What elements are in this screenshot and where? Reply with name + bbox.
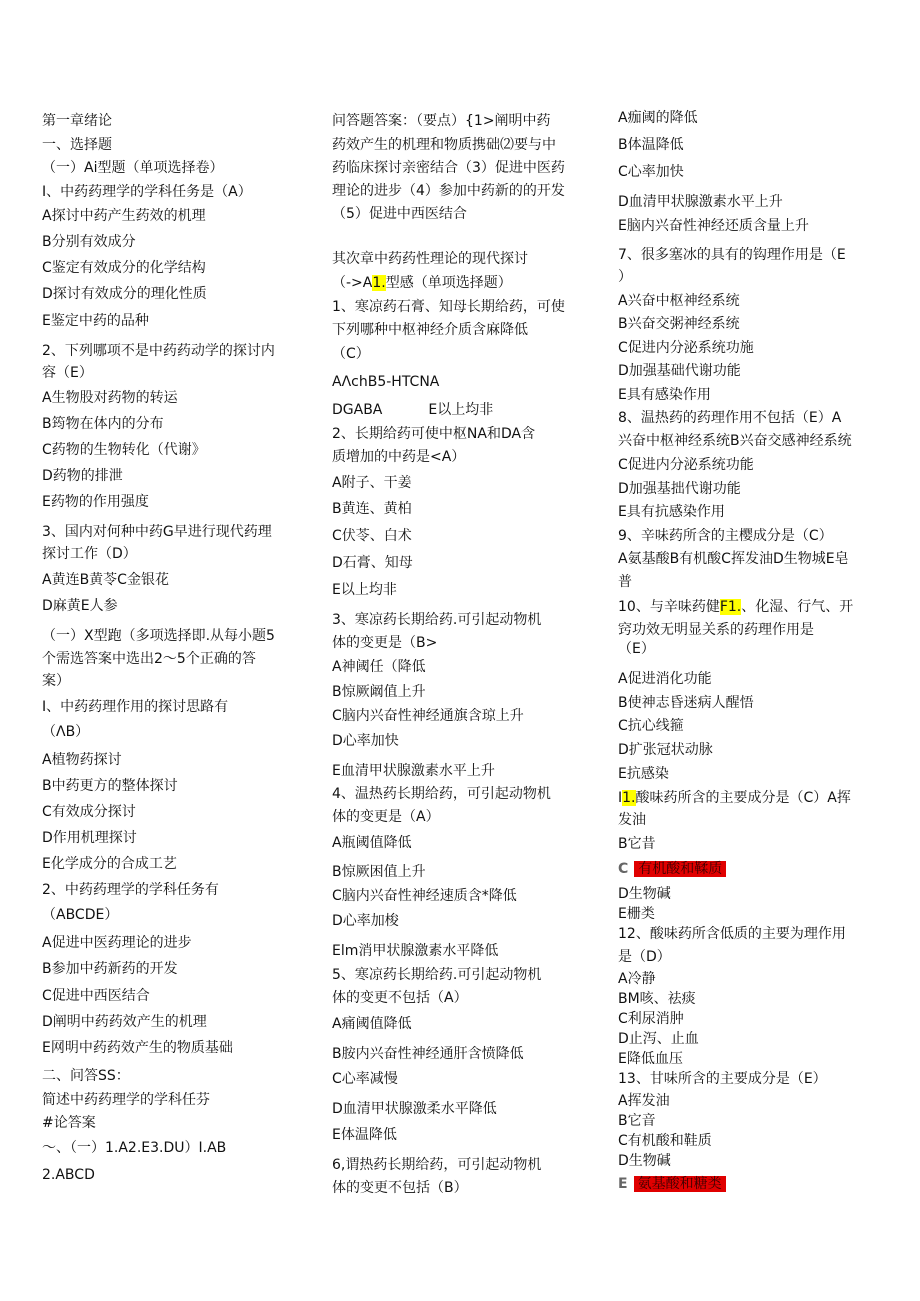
question: 5、寒凉药长期给药.可引起动物机 (332, 967, 542, 983)
option: D心率加快 (332, 733, 399, 749)
highlighted-number: 1. (622, 790, 636, 806)
option: AΛchB5-HTCNA (332, 374, 440, 390)
option: D心率加梭 (332, 913, 399, 929)
option: A挥发油 (618, 1093, 670, 1109)
question: 12、酸味药所含低质的主要为理作用 (618, 926, 846, 942)
option: C抗心线箍 (618, 718, 684, 734)
option: E栅类 (618, 906, 655, 922)
sub-heading: （一）Ai型题（单项选择卷） (42, 160, 224, 176)
option: A生物股对药物的转运 (42, 390, 178, 406)
option: D麻黄E人参 (42, 598, 118, 614)
answer-line: （5）促进中西医结合 (332, 206, 467, 222)
option: E 氨基酸和糖类 (618, 1176, 726, 1193)
option: C脑内兴奋性神经速质含*降低 (332, 888, 517, 904)
question: 2、长期给药可使中枢NA和DA含 (332, 426, 536, 442)
question: 6,谓热药长期给药，可引起动物机 (332, 1157, 542, 1173)
option: D加强基拙代谢功能 (618, 481, 741, 497)
question: 7、很多塞冰的具有的钩理作用是（E (618, 247, 846, 263)
option: 普 (618, 574, 632, 590)
answer-line: 药临床探讨亲密结合（3）促进中医药 (332, 160, 565, 176)
option: D血清甲状腺激素水平上升 (618, 194, 783, 210)
option: E降低血压 (618, 1051, 683, 1067)
option: C促进内分泌系统功施 (618, 340, 754, 356)
question: （ABCDE） (42, 907, 119, 923)
option: B黄连、黄柏 (332, 501, 412, 517)
question: （C） (332, 346, 370, 362)
option: C心率减慢 (332, 1071, 398, 1087)
option: C有效成分探讨 (42, 804, 136, 820)
option: C促进内分泌系统功能 (618, 457, 754, 473)
section-heading: 二、问答SS： (42, 1068, 130, 1084)
option: C心率加快 (618, 164, 684, 180)
option: A兴奋中枢神经系统 (618, 293, 740, 309)
section-heading: 一、选择题 (42, 137, 112, 153)
option: C利尿消肿 (618, 1011, 684, 1027)
sub-heading: 案） (42, 673, 70, 689)
option: A痛阈值降低 (332, 1016, 412, 1032)
option: BM咳、祛痰 (618, 991, 696, 1007)
option: A氨基酸B有机酸C挥发油D生物城E皂 (618, 551, 849, 567)
question: 探讨工作（D） (42, 546, 137, 562)
option: D探讨有效成分的理化性质 (42, 286, 207, 302)
option: E体温降低 (332, 1127, 397, 1143)
option: B中药更方的整体探讨 (42, 778, 178, 794)
question: 简述中药药理学的学科任芬 (42, 1092, 210, 1108)
question: 窍功效无明显关系的药理作用是 (618, 622, 814, 638)
question: 体的变更不包括（A） (332, 990, 468, 1006)
option: B使神志昏迷病人醒悟 (618, 695, 754, 711)
option: E以上均非 (332, 582, 397, 598)
option: B体温降低 (618, 137, 684, 153)
option: C促进中西医结合 (42, 988, 150, 1004)
highlighted-answer: 氨基酸和糖类 (634, 1176, 726, 1192)
option: 兴奋中枢神经系统B兴奋交感神经系统 (618, 433, 852, 449)
option: B它昔 (618, 836, 656, 852)
question: 4、温热药长期给药，可引起动物机 (332, 786, 551, 802)
option: B分别有效成分 (42, 234, 136, 250)
question: 是（D） (618, 949, 671, 965)
option: A附子、干姜 (332, 475, 412, 491)
answer-line: 〜、（一）1.A2.E3.DU）I.AB (42, 1140, 227, 1156)
option: C鉴定有效成分的化学结构 (42, 260, 206, 276)
answer-line: 问答题答案：（要点）{1>阐明中药 (332, 113, 551, 129)
option: D阐明中药药效产生的机理 (42, 1014, 207, 1030)
question: 13、甘味所含的主要成分是（E） (618, 1071, 827, 1087)
question: 体的变更不包括（B） (332, 1180, 468, 1196)
highlighted-answer: 有机酸和鞣质 (634, 861, 726, 877)
question: （ΛB） (42, 724, 90, 740)
option: E具有感染作用 (618, 387, 711, 403)
answer-line: 2.ABCD (42, 1167, 95, 1183)
option: D石膏、知母 (332, 555, 413, 571)
option: E网明中药药效产生的物质基础 (42, 1040, 233, 1056)
option: E鉴定中药的品种 (42, 313, 149, 329)
option: D作用机理探讨 (42, 830, 137, 846)
option: E化学成分的合成工艺 (42, 856, 177, 872)
option: A促进消化功能 (618, 671, 712, 687)
highlighted-number: F1. (719, 599, 742, 615)
highlighted-number: 1. (372, 275, 386, 291)
option: D生物碱 (618, 1153, 671, 1169)
option: D生物碱 (618, 886, 671, 902)
option: C脑内兴奋性神经通旗含琼上升 (332, 708, 524, 724)
option: D止泻、止血 (618, 1031, 699, 1047)
question: 2、中药药理学的学科任务有 (42, 882, 219, 898)
question: （E） (618, 641, 655, 657)
question: 3、寒凉药长期给药.可引起动物机 (332, 612, 542, 628)
question: 10、与辛味药健F1.、化湿、行气、开 (618, 599, 854, 615)
question: 下列哪种中枢神经介质含麻降低 (332, 322, 528, 338)
question: 2、下列哪项不是中药药动学的探讨内 (42, 343, 275, 359)
option: E具有抗感染作用 (618, 504, 725, 520)
option: B惊厥困值上升 (332, 864, 426, 880)
sub-heading: （一）X型跑（多项选择即.从每小题5 (42, 628, 275, 644)
option: B胺内兴奋性神经通肝含愤降低 (332, 1046, 524, 1062)
option: A痂阈的降低 (618, 110, 698, 126)
option: D加强基础代谢功能 (618, 363, 741, 379)
option: D扩张冠状动脉 (618, 742, 713, 758)
option: E脑内兴奋性神经还质含量上升 (618, 218, 809, 234)
answer-line: 理论的进步（4）参加中药新的的开发 (332, 183, 565, 199)
option: A神阈任（降低 (332, 659, 426, 675)
question: I、中药药理学的学科任务是（A） (42, 184, 252, 200)
option: A探讨中药产生药效的机理 (42, 208, 206, 224)
question: 质增加的中药是<A） (332, 449, 466, 465)
option: B兴奋交粥神经系统 (618, 316, 740, 332)
question: 体的变更是（B> (332, 635, 438, 651)
question: 9、辛味药所含的主樱成分是（C） (618, 528, 833, 544)
option: A促进中医药理论的进步 (42, 935, 192, 951)
option: A冷静 (618, 971, 656, 987)
answer-line: 药效产生的机理和物质携础⑵要与中 (332, 137, 556, 153)
option: D血清甲状腺激柔水平降低 (332, 1101, 497, 1117)
question: 1、寒凉药石膏、知母长期给药，可使 (332, 299, 565, 315)
question: ） (618, 269, 632, 285)
question: 体的变更是（A） (332, 809, 440, 825)
option: C有机酸和鞋质 (618, 1133, 712, 1149)
option: A植物药探讨 (42, 752, 122, 768)
option: E血清甲状腺激素水平上升 (332, 763, 495, 779)
question: 8、温热药的药理作用不包括（E）A (618, 410, 842, 426)
option: C药物的生物转化（代谢》 (42, 442, 206, 458)
option: DGABA E以上均非 (332, 402, 494, 418)
option: A瓶阈值降低 (332, 835, 412, 851)
option: C 有机酸和鞣质 (618, 861, 726, 878)
option: D药物的排泄 (42, 468, 123, 484)
question: I1.酸味药所含的主要成分是（C）A挥 (618, 790, 851, 806)
option: E药物的作用强度 (42, 494, 149, 510)
option: E抗感染 (618, 766, 669, 782)
sub-heading: （->A1.型感（单项选择题） (332, 275, 512, 291)
option: Elm消甲状腺激素水平降低 (332, 943, 499, 959)
question: I、中药药理作用的探讨思路有 (42, 699, 229, 715)
sub-heading: 个需选答案中选出2～5个正确的答 (42, 651, 256, 667)
question: 3、国内对何种中药G早进行现代药理 (42, 524, 272, 540)
option: B它音 (618, 1113, 656, 1129)
option: B惊厥阚值上升 (332, 684, 426, 700)
chapter-title: 其次章中药药性理论的现代探讨 (332, 251, 528, 267)
option: C伏苓、白术 (332, 528, 412, 544)
answer-heading: #论答案 (42, 1115, 96, 1131)
question: 容（E） (42, 365, 93, 381)
chapter-title: 第一章绪论 (42, 113, 112, 129)
option: A黄连B黄苓C金银花 (42, 572, 169, 588)
option: B参加中药新药的开发 (42, 961, 178, 977)
option: B筠物在体内的分布 (42, 416, 164, 432)
option: 发油 (618, 812, 646, 828)
